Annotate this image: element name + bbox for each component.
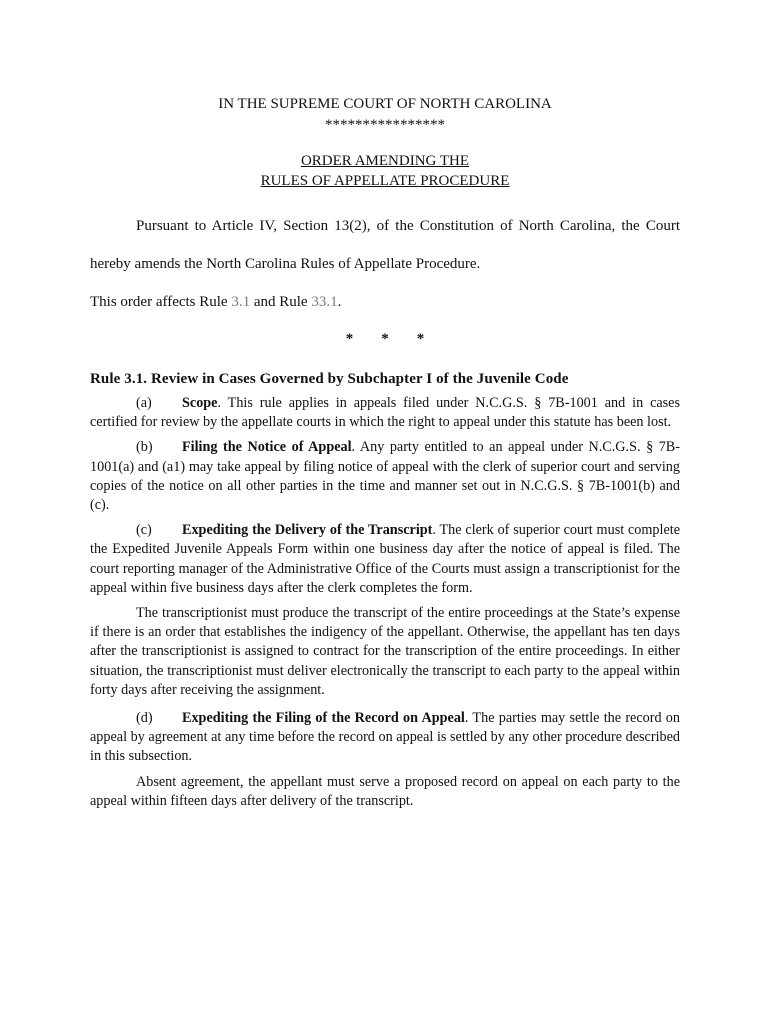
separator-star: * — [345, 331, 354, 347]
rule-33-1-link[interactable]: 33.1 — [311, 294, 338, 310]
subsection-c-paragraph-2 — [90, 604, 680, 700]
subsection-c-para2-text: The transcriptionist must produce the transcript of the entire proceedings at the State’s expense if there is an order that establishes the indigency of the appellant. Otherwise, the appellant has ten days after the transcriptionist is assigned to contract for the transcription of the entire proceedings. In either situation, the transcriptionist must deliver electronically the transcript to each party to the appeal within forty days after receiving the assignment. — [90, 605, 680, 698]
stars-divider: **************** — [325, 117, 445, 133]
order-title-line-1: ORDER AMENDING THE — [300, 153, 470, 169]
subsection-c — [90, 521, 680, 598]
subsection-c-body: . The clerk of superior court must complete the Expedited Juvenile Appeals Form within one business day after the notice of appeal is filed. The court reporting manager of the Administrative Office of the Courts must assign a transcriptionist for the appeal within five business days after the clerk completes the form. — [90, 522, 680, 596]
rule-heading: Rule 3.1. Review in Cases Governed by Subchapter I of the Juvenile Code — [90, 371, 569, 387]
affects-text-mid: and Rule — [250, 294, 312, 310]
affects-paragraph — [90, 283, 680, 321]
rule-3-1-link[interactable]: 3.1 — [231, 294, 251, 310]
subsection-c-title: Expediting the Delivery of the Transcript — [182, 522, 433, 539]
intro-section — [90, 207, 680, 321]
subsection-d-body: . The parties may settle the record on appeal by agreement at any time before the record on appeal is settled by any other procedure described in this subsection. — [90, 710, 680, 765]
order-title — [90, 151, 680, 191]
subsection-d-title: Expediting the Filing of the Record on Appeal — [182, 710, 465, 727]
separator-star: * — [416, 331, 425, 347]
subsection-d — [90, 709, 680, 767]
section-separator — [90, 329, 680, 349]
subsection-d-paragraph-2 — [90, 773, 680, 811]
subsection-a-label: (a) — [136, 395, 152, 411]
order-title-line-2: RULES OF APPELLATE PROCEDURE — [260, 173, 510, 189]
subsection-b — [90, 438, 680, 515]
intro-paragraph: Pursuant to Article IV, Section 13(2), of the Constitution of North Carolina, the Court hereby amends the North Carolina Rules of Appellate Procedure. — [90, 218, 680, 272]
subsection-a — [90, 394, 680, 432]
subsection-c-label: (c) — [136, 522, 152, 539]
court-name: IN THE SUPREME COURT OF NORTH CAROLINA — [218, 96, 552, 112]
subsection-d-para2-text: Absent agreement, the appellant must serve a proposed record on appeal on each party to the appeal within fifteen days after delivery of the transcript. — [90, 773, 680, 809]
document-page — [90, 0, 680, 811]
subsection-b-body: . Any party entitled to an appeal under N.C.G.S. § 7B-1001(a) and (a1) may take appeal by filing notice of appeal with the clerk of superior court and serving copies of the notice on all other parties in the time and manner set out in N.C.G.S. § 7B-1001(b) and (c). — [90, 439, 680, 514]
affects-text-pre: This order affects Rule — [90, 294, 232, 310]
affects-text-post: . — [337, 294, 342, 310]
separator-star: * — [381, 331, 389, 347]
subsection-a-body: . This rule applies in appeals filed under N.C.G.S. § 7B-1001 and in cases certified for review by the appellate courts in which the right to appeal under this statute has been lost. — [90, 395, 680, 431]
subsection-a-title: Scope — [182, 395, 218, 411]
subsection-d-label: (d) — [136, 710, 153, 727]
subsection-b-title: Filing the Notice of Appeal — [182, 439, 352, 456]
subsection-b-label: (b) — [136, 439, 153, 456]
